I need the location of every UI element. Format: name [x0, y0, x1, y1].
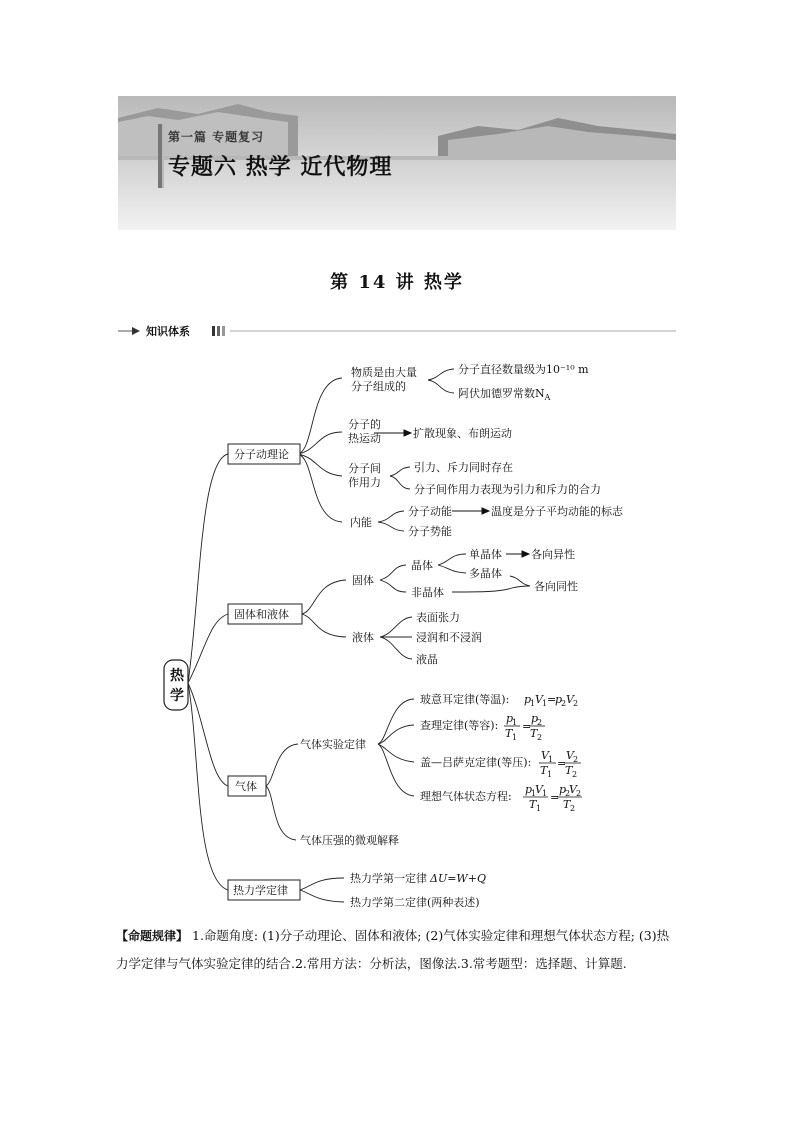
- svg-text:V: V: [541, 749, 549, 762]
- node-surface-tension: 表面张力: [416, 611, 460, 624]
- node-thermal-motion-2: 热运动: [348, 432, 381, 445]
- svg-text:=: =: [522, 720, 532, 733]
- arrow-icon: [132, 327, 140, 335]
- node-thermal-motion-1: 分子的: [348, 418, 381, 431]
- node-second-law: 热力学第二定律(两种表述): [350, 896, 480, 909]
- section-header: [118, 322, 676, 340]
- node-potential-energy: 分子势能: [408, 525, 452, 538]
- root-char-2: 学: [170, 688, 184, 704]
- svg-text:1: 1: [530, 699, 536, 708]
- branch-solid-liquid: [228, 604, 302, 624]
- svg-text:2: 2: [570, 804, 576, 813]
- rule-text: 1.命题角度: (1)分子动理论、固体和液体; (2)气体实验定律和理想气体状态方程; (3)热力学定律与气体实验定律的结合.2.常用方法：分析法，图像法.3.常考题型：选择题、计算题.: [116, 928, 670, 971]
- svg-text:1: 1: [512, 733, 518, 742]
- svg-text:查理定律(等容):: 查理定律(等容):: [420, 719, 499, 732]
- svg-text:V: V: [569, 783, 577, 796]
- svg-text:T: T: [530, 727, 538, 740]
- svg-text:分子动理论: 分子动理论: [234, 448, 289, 461]
- svg-text:1: 1: [542, 789, 548, 798]
- svg-text:气体: 气体: [235, 780, 257, 793]
- svg-text:T: T: [565, 764, 573, 777]
- node-isotropy: 各向同性: [534, 580, 578, 593]
- svg-text:1: 1: [547, 770, 553, 779]
- svg-text:1: 1: [542, 699, 548, 708]
- svg-text:1: 1: [548, 755, 554, 764]
- branch-gas: [228, 776, 266, 796]
- svg-text:=: =: [557, 757, 567, 770]
- node-liquid: 液体: [352, 631, 374, 644]
- node-avogadro: 阿伏加德罗常数$N_A$: [458, 387, 551, 402]
- node-temperature: 温度是分子平均动能的标志: [491, 505, 623, 518]
- svg-text:p: p: [555, 693, 563, 706]
- node-single-crystal: 单晶体: [469, 548, 502, 561]
- branch-thermo-laws: [228, 880, 300, 900]
- svg-text:p: p: [559, 783, 567, 796]
- node-kinetic-energy: 分子动能: [408, 505, 452, 518]
- svg-text:热力学定律: 热力学定律: [233, 884, 288, 897]
- svg-text:V: V: [535, 693, 543, 706]
- node-crystal: 晶体: [411, 559, 433, 572]
- node-interforce-1: 分子间: [348, 462, 381, 475]
- svg-text:T: T: [540, 764, 548, 777]
- knowledge-mindmap: [0, 350, 794, 915]
- rule-tag: 【命题规律】: [116, 929, 189, 943]
- node-diffusion: 扩散现象、布朗运动: [413, 427, 512, 440]
- branch-molecular-kinetic: [228, 444, 300, 464]
- svg-text:1: 1: [531, 789, 537, 798]
- svg-text:2: 2: [576, 789, 582, 798]
- svg-text:=: =: [547, 693, 557, 706]
- law-ideal-gas: [420, 783, 582, 813]
- proposition-rule: [116, 922, 678, 977]
- svg-text:理想气体状态方程:: 理想气体状态方程:: [420, 790, 512, 803]
- node-solid: 固体: [352, 574, 374, 587]
- law-boyle: [420, 692, 578, 708]
- svg-text:V: V: [535, 783, 543, 796]
- node-liquid-crystal: 液晶: [416, 653, 438, 666]
- law-charles-isochoric: [420, 712, 545, 742]
- svg-text:p: p: [506, 712, 514, 725]
- law-gay-lussac: [420, 749, 581, 779]
- svg-text:T: T: [505, 727, 513, 740]
- svg-text:2: 2: [565, 789, 571, 798]
- node-matter-2: 分子组成的: [351, 380, 406, 393]
- svg-text:p: p: [525, 783, 533, 796]
- svg-text:V: V: [566, 693, 574, 706]
- node-resultant: 分子间作用力表现为引力和斥力的合力: [414, 483, 601, 496]
- svg-text:1: 1: [536, 804, 542, 813]
- part-label: 第一篇 专题复习: [168, 130, 265, 144]
- node-attract-repel: 引力、斥力同时存在: [414, 461, 513, 474]
- svg-text:1: 1: [512, 718, 518, 727]
- svg-text:盖—吕萨克定律(等压):: 盖—吕萨克定律(等压):: [420, 756, 532, 769]
- svg-text:2: 2: [537, 718, 543, 727]
- svg-text:2: 2: [573, 699, 579, 708]
- svg-text:p: p: [524, 693, 532, 706]
- node-pressure-micro: 气体压强的微观解释: [300, 834, 399, 847]
- node-anisotropy: 各向异性: [531, 548, 575, 561]
- node-amorphous: 非晶体: [411, 586, 444, 599]
- mindmap-root: [164, 660, 188, 710]
- svg-text:2: 2: [537, 733, 543, 742]
- section-title: 知识体系: [146, 325, 190, 338]
- topic-title: 专题六 热学 近代物理: [168, 155, 393, 180]
- node-wetting: 浸润和不浸润: [416, 631, 482, 644]
- node-interforce-2: 作用力: [348, 476, 381, 489]
- node-diameter: 分子直径数量级为10⁻¹⁰ m: [458, 363, 589, 376]
- node-internal-energy: 内能: [350, 516, 372, 529]
- root-char-1: 热: [170, 668, 184, 684]
- svg-text:=: =: [550, 791, 560, 804]
- svg-text:T: T: [529, 798, 537, 811]
- section-divider: [118, 322, 676, 340]
- svg-text:固体和液体: 固体和液体: [234, 608, 289, 621]
- svg-text:2: 2: [572, 770, 578, 779]
- svg-text:2: 2: [561, 699, 567, 708]
- lecture-title: 第 14 讲 热学: [330, 272, 464, 293]
- node-first-law: 热力学第一定律 ΔU=W+Q: [350, 872, 486, 885]
- svg-text:p: p: [531, 712, 539, 725]
- svg-text:V: V: [566, 749, 574, 762]
- svg-text:玻意耳定律(等温):: 玻意耳定律(等温):: [420, 693, 510, 706]
- node-poly-crystal: 多晶体: [469, 567, 502, 580]
- svg-text:2: 2: [573, 755, 579, 764]
- svg-text:T: T: [563, 798, 571, 811]
- node-matter-1: 物质是由大量: [351, 366, 417, 379]
- node-gas-laws: 气体实验定律: [300, 738, 366, 751]
